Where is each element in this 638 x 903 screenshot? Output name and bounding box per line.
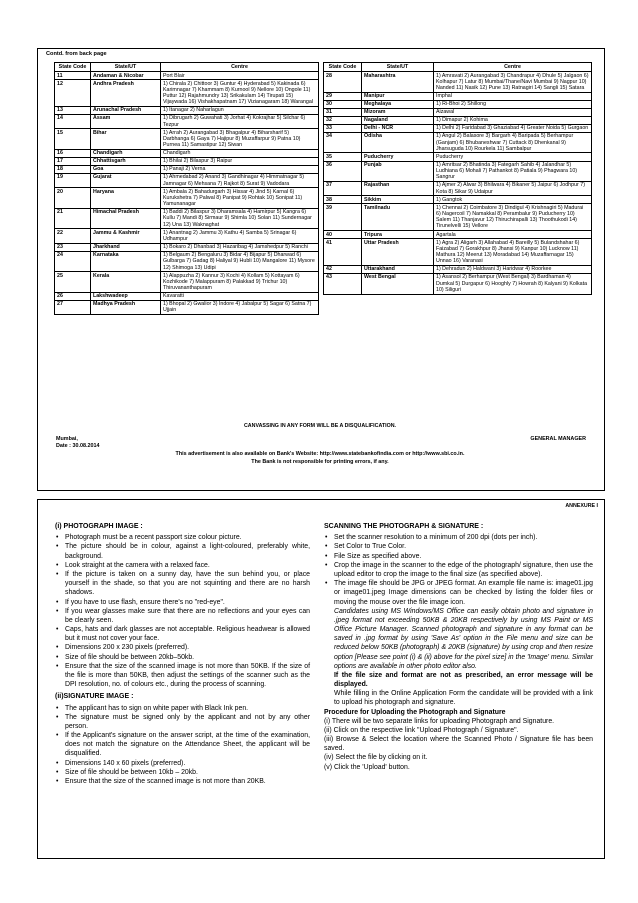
centre-cell: 1) Dimapur 2) Kohima: [434, 116, 592, 124]
bullet-icon: •: [56, 713, 59, 721]
list-item-text: Size of file should be between 20kb–50kb.: [65, 653, 195, 661]
list-item: [324, 579, 593, 607]
table-row: [55, 300, 319, 314]
table-row: [55, 174, 319, 188]
list-item-text: File Size as specified above.: [334, 552, 422, 560]
list-item: [55, 561, 310, 570]
list-item-text: If the picture is taken on a sunny day, have the sun behind you, or place yourself in the shade, so that you are not squinting and there are no harsh shadows.: [65, 570, 310, 597]
table-row: [324, 204, 592, 231]
state-name-cell: Andaman & Nicobar: [91, 72, 161, 80]
list-item-text: Look straight at the camera with a relaxed face.: [65, 561, 210, 569]
state-name-cell: Assam: [91, 115, 161, 129]
state-name-cell: West Bengal: [362, 273, 434, 294]
table-row: [55, 272, 319, 293]
state-code-cell: 23: [55, 243, 91, 251]
state-name-cell: Manipur: [362, 92, 434, 100]
centre-cell: Agartala: [434, 231, 592, 239]
online-form-note: While filling in the Online Application Form the candidate will be provided with a link to upload his photograph and signature.: [334, 690, 593, 707]
bullet-icon: •: [56, 653, 59, 661]
bullet-icon: •: [325, 561, 328, 569]
list-item-text: If you have to use flash, ensure there's no "red-eye".: [65, 598, 225, 606]
state-code-cell: 18: [55, 165, 91, 173]
state-code-cell: 36: [324, 161, 362, 182]
list-item-text: The image file should be JPG or JPEG format. An example file name is: image01.jpg or image01.jpeg Image dimensions can be checked by listing the folder files or moving the mouse over the file image icon.: [334, 580, 593, 606]
annexure-right-column: [324, 522, 593, 772]
table-row: [324, 108, 592, 116]
list-item-text: The picture should be in colour, against a light-coloured, preferably white, background.: [65, 543, 310, 560]
state-name-cell: Bihar: [91, 129, 161, 150]
state-code-cell: 32: [324, 116, 362, 124]
state-name-cell: Tripura: [362, 231, 434, 239]
centre-cell: 1) Ahmedabad 2) Anand 3) Gandhinagar 4) Himmatnagar 5) Jamnagar 6) Mehsana 7) Rajkot 8) Surat 9) Vadodara: [161, 174, 319, 188]
bullet-icon: •: [56, 704, 59, 712]
list-item-text: Ensure that the size of the scanned image is not more than 20KB.: [65, 777, 266, 785]
state-code-cell: 34: [324, 132, 362, 153]
state-code-cell: 39: [324, 204, 362, 231]
state-name-cell: Arunachal Pradesh: [91, 107, 161, 115]
table-row: [324, 132, 592, 153]
state-code-cell: 28: [324, 72, 362, 93]
col-header-state-code: State Code: [55, 63, 91, 72]
centres-table-right: [323, 62, 592, 295]
col-header-state: State/UT: [91, 63, 161, 72]
list-item-text: (ii) Click on the respective link "Upload Photograph / Signature".: [324, 726, 519, 734]
state-name-cell: Meghalaya: [362, 100, 434, 108]
state-code-cell: 26: [55, 292, 91, 300]
centre-cell: 1) Chennai 2) Coimbatore 3) Dindigul 4) Krishnagiri 5) Madurai 6) Nagercoil 7) Namakkal 8) Perambalur 9) Puducherry 10) Salem 11) Thanjavur 12) Thiruchirapalli 13) Thoothukodi 14) Tirunelvelli 15) Vellore: [434, 204, 592, 231]
centre-cell: 1) Dibrugarh 2) Guwahati 3) Jorhat 4) Kokrajhar 5) Silchar 6) Tezpur: [161, 115, 319, 129]
table-row: [324, 239, 592, 266]
list-item: [55, 713, 310, 731]
list-item: [55, 768, 310, 777]
state-name-cell: Punjab: [362, 161, 434, 182]
list-item: [55, 570, 310, 598]
state-name-cell: Puducherry: [362, 153, 434, 161]
table-row: [324, 273, 592, 294]
centre-cell: Chandigarh: [161, 149, 319, 157]
bullet-icon: •: [325, 552, 328, 560]
list-item-text: Size of file should be between 10kb – 20kb.: [65, 768, 198, 776]
centre-cell: Port Blair: [161, 72, 319, 80]
state-code-cell: 15: [55, 129, 91, 150]
state-name-cell: Maharashtra: [362, 72, 434, 93]
list-item: [324, 552, 593, 561]
bullet-icon: •: [56, 759, 59, 767]
state-code-cell: 22: [55, 229, 91, 243]
state-name-cell: Chandigarh: [91, 149, 161, 157]
centre-cell: 1) Dehradun 2) Haldwani 3) Haridwar 4) Roorkee: [434, 265, 592, 273]
centre-cell: Imphal: [434, 92, 592, 100]
state-code-cell: 30: [324, 100, 362, 108]
list-item-text: Dimensions 140 x 60 pixels (preferred).: [65, 759, 186, 767]
table-row: [55, 292, 319, 300]
centre-cell: 1) Panaji 2) Verna: [161, 165, 319, 173]
list-item-text: If you wear glasses make sure that there are no reflections and your eyes can be clearly seen.: [65, 607, 310, 624]
col-header-centre: Centre: [161, 63, 319, 72]
state-code-cell: 37: [324, 182, 362, 196]
ms-windows-note: Candidates using MS Windows/MS Office can easily obtain photo and signature in .jpeg format not exceeding 50KB & 20KB respectively by using MS Paint or MS Office Picture Manager. Scanned photograph and signature in any format can be saved in .jpg format by using 'Save As' option in the File menu and size can be reduced below 50KB (photograph) & 20KB (signature) by using crop and then resize option [Please see point (i) & (ii) above for the pixel size] in the 'Image' menu. Similar options are available in other photo editor also.: [334, 607, 593, 670]
table-row: [55, 115, 319, 129]
list-item-text: Ensure that the size of the scanned image is not more than 50KB. If the size of the file is more than 50KB, then adjust the settings of the scanner such as the DPI resolution, no. of colours etc., during the process of scanning.: [65, 662, 310, 689]
state-code-cell: 20: [55, 188, 91, 209]
state-name-cell: Chhattisgarh: [91, 157, 161, 165]
list-item: [324, 735, 593, 753]
centre-cell: Aizawal: [434, 108, 592, 116]
centre-cell: 1) Agra 2) Aligarh 3) Allahabad 4) Bareilly 5) Bulandshahar 6) Faizabad 7) Gorakhpur 8) Jhansi 9) Kanpur 10) Lucknow 11) Mathura 12) Meerut 13) Moradabad 14) Muzaffarnagar 15) Unnao 16) Varanasi: [434, 239, 592, 266]
state-name-cell: Jharkhand: [91, 243, 161, 251]
contd-label: Contd. from back page: [46, 51, 107, 57]
state-name-cell: Mizoram: [362, 108, 434, 116]
list-item: [324, 561, 593, 579]
centre-cell: 1) Chirala 2) Chittoor 3) Guntur 4) Hyderabad 5) Kakinada 6) Karimnagar 7) Khammam 8) Kurnool 9) Nellore 10) Ongole 11) Puttur 12) Rajahmundry 13) Srikakulam 14) Tirupati 15) Vijaywada 16) Vishakhapatnam 17) Vizianagaram 18) Warangal: [161, 80, 319, 107]
state-code-cell: 25: [55, 272, 91, 293]
state-code-cell: 43: [324, 273, 362, 294]
list-item: [55, 653, 310, 662]
table-row: [55, 157, 319, 165]
table-row: [55, 229, 319, 243]
state-code-cell: 24: [55, 251, 91, 272]
bullet-icon: •: [56, 607, 59, 615]
signatory: GENERAL MANAGER: [530, 436, 586, 442]
photo-heading: (i) PHOTOGRAPH IMAGE :: [55, 523, 143, 530]
bullet-icon: •: [56, 543, 59, 551]
state-code-cell: 14: [55, 115, 91, 129]
photo-guidelines: [55, 533, 310, 689]
table-row: [324, 196, 592, 204]
state-code-cell: 12: [55, 80, 91, 107]
state-name-cell: Karnataka: [91, 251, 161, 272]
website-line: This advertisement is also available on Bank's Website: http://www.statebankofindia.com or http://www.sbi.co.in.: [175, 451, 465, 457]
state-name-cell: Gujarat: [91, 174, 161, 188]
state-name-cell: Uttarakhand: [362, 265, 434, 273]
list-item-text: Set the scanner resolution to a minimum of 200 dpi (dots per inch).: [334, 534, 538, 542]
list-item: [324, 542, 593, 551]
centre-cell: 1) Delhi 2) Faridabad 3) Ghaziabad 4) Greater Noida 5) Gurgaon: [434, 124, 592, 132]
bullet-icon: •: [56, 777, 59, 785]
state-code-cell: 16: [55, 149, 91, 157]
centre-cell: 1) Asansol 2) Berhampur (West Bengal) 3) Bardhaman 4) Dumkal 5) Durgapur 6) Hooghly 7) Howrah 8) Kalyani 9) Kolkata 10) Siliguri: [434, 273, 592, 294]
centre-cell: 1) Belgaum 2) Bengaluru 3) Bidar 4) Bijapur 5) Dharwad 6) Gulbarga 7) Gadag 8) Haliyal 9) Hubli 10) Mangalore 11) Mysore 12) Shimoga 13) Udipi: [161, 251, 319, 272]
state-name-cell: Odisha: [362, 132, 434, 153]
canvassing-notice: CANVASSING IN ANY FORM WILL BE A DISQUALIFICATION.: [243, 423, 397, 429]
state-name-cell: Jammu & Kashmir: [91, 229, 161, 243]
table-row: [324, 100, 592, 108]
bullet-icon: •: [325, 543, 328, 551]
bullet-icon: •: [325, 534, 328, 542]
bullet-icon: •: [56, 768, 59, 776]
state-code-cell: 11: [55, 72, 91, 80]
table-row: [55, 243, 319, 251]
state-code-cell: 31: [324, 108, 362, 116]
table-row: [55, 165, 319, 173]
state-code-cell: 38: [324, 196, 362, 204]
signature-guidelines: [55, 704, 310, 787]
procedure-steps: [324, 717, 593, 772]
state-name-cell: Delhi - NCR: [362, 124, 434, 132]
state-name-cell: Haryana: [91, 188, 161, 209]
table-row: [324, 116, 592, 124]
list-item: [55, 643, 310, 652]
table-row: [55, 188, 319, 209]
list-item: [55, 542, 310, 560]
state-name-cell: Rajasthan: [362, 182, 434, 196]
list-item-text: Photograph must be a recent passport size colour picture.: [65, 534, 242, 542]
state-code-cell: 29: [324, 92, 362, 100]
list-item: [55, 731, 310, 759]
advert-notice: [40, 451, 600, 466]
error-note: If the file size and format are not as prescribed, an error message will be displayed.: [334, 671, 593, 689]
state-name-cell: Andhra Pradesh: [91, 80, 161, 107]
centre-cell: 1) Angul 2) Balasore 3) Bargarh 4) Baripada 5) Berhampur (Ganjam) 6) Bhubaneshwar 7) Cuttack 8) Dhenkanal 9) Jharsuguda 10) Rourkela 11) Sambalpur: [434, 132, 592, 153]
table-row: [55, 107, 319, 115]
table-row: [55, 80, 319, 107]
list-item: [324, 753, 593, 762]
state-code-cell: 13: [55, 107, 91, 115]
bullet-icon: •: [56, 662, 59, 670]
list-item-text: (v) Click the 'Upload' button.: [324, 763, 410, 771]
state-name-cell: Sikkim: [362, 196, 434, 204]
table-row: [324, 182, 592, 196]
bullet-icon: •: [56, 534, 59, 542]
state-name-cell: Madhya Pradesh: [91, 300, 161, 314]
list-item: [55, 662, 310, 690]
annexure-left-column: [55, 522, 310, 786]
annexure-label: ANNEXURE I: [565, 503, 598, 509]
responsibility-line: The Bank is not responsible for printing errors, if any.: [251, 458, 389, 465]
centre-cell: 1) Ambala 2) Bahadurgarh 3) Hissar 4) Jind 5) Karnal 6) Kurukshetra 7) Palwal 8) Panipat 9) Rohtak 10) Sonipat 11) Yamunanagar: [161, 188, 319, 209]
list-item: [324, 533, 593, 542]
centre-cell: 1) Itanagar 2) Naharlagun: [161, 107, 319, 115]
table-row: [324, 92, 592, 100]
signature-heading: (ii)SIGNATURE IMAGE :: [55, 693, 134, 701]
col-header-centre: Centre: [434, 63, 592, 72]
list-item-text: (iv) Select the file by clicking on it.: [324, 754, 428, 762]
list-item: [55, 704, 310, 713]
state-code-cell: 42: [324, 265, 362, 273]
scanning-heading: SCANNING THE PHOTOGRAPH & SIGNATURE :: [324, 523, 484, 530]
table-row: [55, 129, 319, 150]
scanning-guidelines: [324, 533, 593, 606]
state-name-cell: Goa: [91, 165, 161, 173]
state-code-cell: 27: [55, 300, 91, 314]
centre-cell: 1) Amritsar 2) Bhatinda 3) Fategarh Sahib 4) Jalandhar 5) Ludhiana 6) Mohali 7) Pathankot 8) Patiala 9) Phagwara 10) Sangrur: [434, 161, 592, 182]
state-code-cell: 21: [55, 208, 91, 229]
list-item: [55, 759, 310, 768]
col-header-state-code: State Code: [324, 63, 362, 72]
state-name-cell: Uttar Pradesh: [362, 239, 434, 266]
list-item-text: Crop the image in the scanner to the edge of the photograph/ signature, then use the upload editor to crop the image to the final size (as specified above).: [334, 561, 593, 578]
centre-cell: 1) Ajmer 2) Alwar 3) Bhilwara 4) Bikaner 5) Jaipur 6) Jodhpur 7) Kota 8) Sikar 9) Udaipur: [434, 182, 592, 196]
table-row: [55, 251, 319, 272]
list-item-text: (iii) Browse & Select the location where the Scanned Photo / Signature file has been saved.: [324, 736, 593, 753]
col-header-state: State/UT: [362, 63, 434, 72]
list-item-text: The applicant has to sign on white paper with Black Ink pen.: [65, 704, 249, 712]
list-item: [55, 533, 310, 542]
list-item-text: Set Color to True Color.: [334, 543, 407, 551]
state-code-cell: 40: [324, 231, 362, 239]
centre-cell: Puducherry: [434, 153, 592, 161]
list-item-text: Dimensions 200 x 230 pixels (preferred).: [65, 644, 190, 652]
list-item-text: If the Applicant's signature on the answer script, at the time of the examination, does not match the signature on the Attendance Sheet, the applicant will be disqualified.: [65, 732, 310, 758]
state-code-cell: 35: [324, 153, 362, 161]
state-code-cell: 17: [55, 157, 91, 165]
date: Date : 30.08.2014: [56, 443, 100, 450]
centre-cell: 1) Ri-Bhoi 2) Shillong: [434, 100, 592, 108]
centre-cell: 1) Alappuzha 2) Kannur 3) Kochi 4) Kollam 5) Kottayam 6) Kozhikode 7) Malappuram 8) Palakkad 9) Trichur 10) Thiruvananthapuram: [161, 272, 319, 293]
state-name-cell: Lakshwadeep: [91, 292, 161, 300]
list-item: [55, 607, 310, 625]
bullet-icon: •: [56, 732, 59, 740]
state-code-cell: 41: [324, 239, 362, 266]
list-item-text: Caps, hats and dark glasses are not acceptable. Religious headwear is allowed but it must not cover your face.: [65, 626, 310, 643]
procedure-heading: Procedure for Uploading the Photograph and Signature: [324, 708, 506, 716]
table-row: [324, 72, 592, 93]
bullet-icon: •: [56, 570, 59, 578]
list-item: [55, 598, 310, 607]
list-item: [55, 777, 310, 786]
list-item: [324, 763, 593, 772]
centres-table-left: [54, 62, 319, 315]
place-date: [56, 436, 99, 451]
centre-cell: 1) Arrah 2) Aurangabad 3) Bhagalpur 4) Biharsharif 5) Darbhanga 6) Gaya 7) Hajipur 8) Muzaffarpur 9) Patna 10) Purnea 11) Samastipur 12) Siwan: [161, 129, 319, 150]
centre-cell: 1) Bhopal 2) Gwalior 3) Indore 4) Jabalpur 5) Sagar 6) Satna 7) Ujjain: [161, 300, 319, 314]
table-row: [324, 265, 592, 273]
bullet-icon: •: [56, 561, 59, 569]
bullet-icon: •: [56, 598, 59, 606]
place: Mumbai,: [56, 436, 78, 442]
table-row: [324, 161, 592, 182]
centre-cell: 1) Anantnag 2) Jammu 3) Kathu 4) Samba 5) Srinagar 6) Udhampur: [161, 229, 319, 243]
bullet-icon: •: [56, 644, 59, 652]
centre-cell: 1) Bokaro 2) Dhanbad 3) Hazaribag 4) Jamshedpur 5) Ranchi: [161, 243, 319, 251]
table-row: [324, 231, 592, 239]
state-name-cell: Kerala: [91, 272, 161, 293]
centre-cell: 1) Gangtok: [434, 196, 592, 204]
table-row: [55, 72, 319, 80]
list-item: [324, 717, 593, 726]
bullet-icon: •: [325, 580, 328, 588]
table-row: [55, 149, 319, 157]
state-code-cell: 19: [55, 174, 91, 188]
centre-cell: 1) Amravati 2) Aurangabad 3) Chandrapur 4) Dhule 5) Jalgaon 6) Kolhapur 7) Latur 8) Mumbai/Thane/Navi Mumbai 9) Nagpur 10) Nanded 11) Nasik 12) Pune 13) Ratnagiri 14) Sangli 15) Satara: [434, 72, 592, 93]
state-name-cell: Tamilnadu: [362, 204, 434, 231]
centre-cell: Kavaratti: [161, 292, 319, 300]
centre-cell: 1) Baddi 2) Bilaspur 3) Dharamsala 4) Hamirpur 5) Kangra 6) Kullu 7) Mandi 8) Sirmaur 9) Shimla 10) Solan 11) Sundernagar 12) Una 13) Waknaghat: [161, 208, 319, 229]
state-code-cell: 33: [324, 124, 362, 132]
list-item: [55, 625, 310, 643]
bullet-icon: •: [56, 626, 59, 634]
list-item-text: The signature must be signed only by the applicant and not by any other person.: [65, 713, 310, 730]
state-name-cell: Nagaland: [362, 116, 434, 124]
list-item: [324, 726, 593, 735]
centre-cell: 1) Bhilai 2) Bilaspur 3) Raipur: [161, 157, 319, 165]
state-name-cell: Himachal Pradesh: [91, 208, 161, 229]
table-row: [324, 153, 592, 161]
table-row: [324, 124, 592, 132]
table-row: [55, 208, 319, 229]
list-item-text: (i) There will be two separate links for uploading Photograph and Signature.: [324, 717, 555, 725]
